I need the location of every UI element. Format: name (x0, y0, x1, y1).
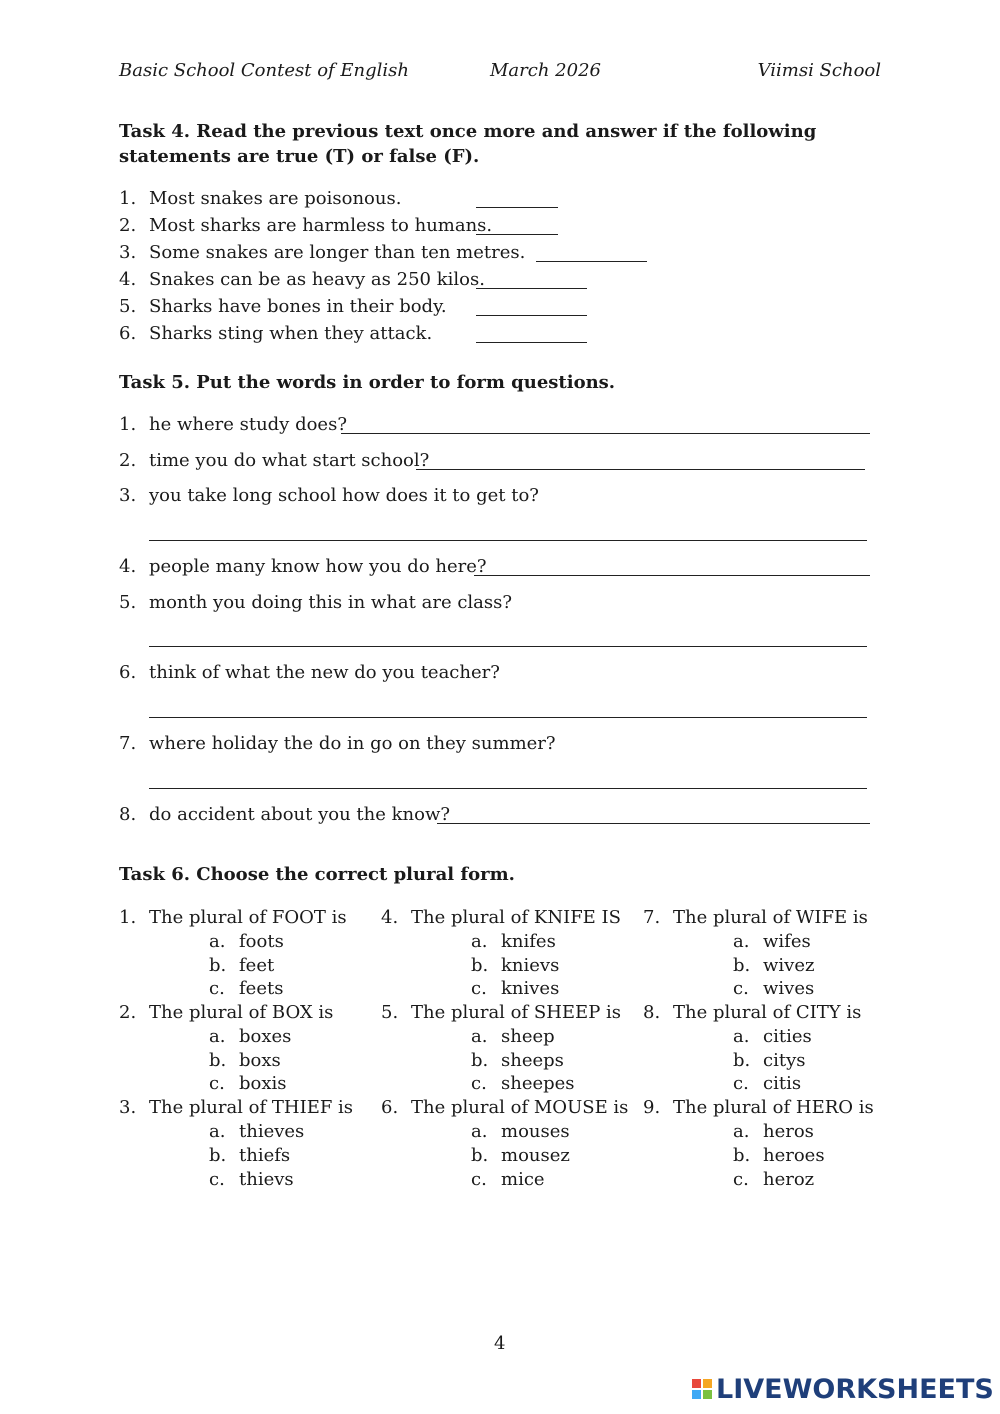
answer-blank[interactable] (476, 288, 587, 289)
liveworksheets-logo[interactable] (692, 1374, 994, 1404)
answer-option[interactable] (643, 1120, 874, 1144)
answer-option[interactable] (119, 1120, 353, 1144)
option-text: thievs (239, 1168, 294, 1190)
question-text: The plural of MOUSE is (411, 1097, 629, 1119)
option-letter: c. (733, 1073, 749, 1095)
answer-blank[interactable] (476, 315, 587, 316)
option-text: wifes (763, 931, 811, 952)
option-text: foots (239, 931, 284, 952)
item-text: people many know how you do here? (149, 556, 487, 577)
question-text: The plural of HERO is (673, 1097, 874, 1119)
item-text: he where study does? (149, 414, 347, 435)
question-text: The plural of BOX is (149, 1002, 334, 1024)
option-text: thiefs (239, 1144, 291, 1166)
answer-blank[interactable] (476, 207, 558, 208)
answer-line[interactable] (149, 788, 867, 789)
option-letter: a. (733, 1026, 750, 1048)
item-number: 7. (119, 733, 137, 754)
logo-blocks-icon (692, 1379, 712, 1399)
option-letter: a. (733, 1121, 750, 1143)
option-letter: a. (471, 1121, 488, 1143)
question (381, 1001, 628, 1025)
answer-option[interactable] (119, 1144, 353, 1168)
option-letter: b. (733, 1049, 751, 1071)
question-text: The plural of KNIFE IS (411, 907, 621, 928)
item-number: 1. (119, 188, 137, 209)
option-text: knifes (501, 931, 556, 952)
option-text: feet (239, 954, 275, 976)
task5-item (119, 450, 429, 471)
option-letter: b. (471, 1049, 489, 1071)
item-text: month you doing this in what are class? (149, 592, 513, 613)
task4-title: Task 4. Read the previous text once more and answer if the following statements are true (T) or false (F). (119, 121, 817, 167)
question-text: The plural of SHEEP is (411, 1002, 622, 1024)
logo-block (703, 1390, 712, 1399)
answer-option[interactable] (119, 954, 353, 978)
question (119, 1001, 353, 1025)
option-text: boxes (239, 1026, 292, 1048)
item-text: Snakes can be as heavy as 250 kilos. (149, 269, 485, 290)
question-number: 5. (381, 1002, 399, 1024)
answer-option[interactable] (381, 1025, 628, 1049)
question (643, 906, 874, 930)
option-letter: a. (209, 931, 226, 952)
item-number: 6. (119, 323, 137, 344)
option-text: knievs (501, 954, 560, 976)
option-letter: c. (209, 978, 225, 1000)
option-text: feets (239, 978, 284, 1000)
option-text: cities (763, 1026, 812, 1048)
option-letter: b. (471, 954, 489, 976)
question-number: 2. (119, 1002, 137, 1024)
answer-option[interactable] (643, 1072, 874, 1096)
logo-block (692, 1390, 701, 1399)
task5-item (119, 485, 539, 506)
task4-item (119, 242, 525, 263)
task4-item (119, 296, 447, 317)
option-text: citis (763, 1073, 802, 1095)
header-school: Viimsi School (757, 60, 881, 81)
option-text: heroz (763, 1168, 815, 1190)
question-number: 9. (643, 1097, 661, 1119)
answer-option[interactable] (381, 1072, 628, 1096)
answer-line[interactable] (149, 540, 867, 541)
item-number: 4. (119, 556, 137, 577)
option-letter: a. (471, 931, 488, 952)
question (643, 1001, 874, 1025)
answer-option[interactable] (643, 1025, 874, 1049)
task5-item (119, 556, 487, 577)
answer-blank[interactable] (536, 261, 647, 262)
logo-block (692, 1379, 701, 1388)
option-letter: b. (733, 1144, 751, 1166)
question (381, 1096, 628, 1120)
answer-option[interactable] (643, 954, 874, 978)
option-text: wivez (763, 954, 815, 976)
item-number: 5. (119, 296, 137, 317)
item-text: you take long school how does it to get to? (149, 485, 539, 506)
option-text: boxis (239, 1073, 287, 1095)
item-text: Sharks sting when they attack. (149, 323, 433, 344)
question-text: The plural of CITY is (673, 1002, 862, 1024)
question-text: The plural of FOOT is (149, 907, 347, 928)
option-letter: a. (209, 1121, 226, 1143)
answer-option[interactable] (381, 977, 628, 1001)
answer-option[interactable] (381, 1049, 628, 1073)
question-number: 4. (381, 907, 399, 928)
logo-block (703, 1379, 712, 1388)
question-text: The plural of THIEF is (149, 1097, 354, 1119)
question (381, 906, 628, 930)
page-number: 4 (494, 1333, 506, 1354)
task5-item (119, 414, 347, 435)
item-number: 5. (119, 592, 137, 613)
question-text: The plural of WIFE is (673, 907, 868, 928)
task4-item (119, 215, 492, 236)
item-number: 1. (119, 414, 137, 435)
answer-option[interactable] (643, 1144, 874, 1168)
item-text: think of what the new do you teacher? (149, 662, 500, 683)
answer-line[interactable] (341, 433, 870, 434)
option-letter: b. (471, 1144, 489, 1166)
option-letter: c. (209, 1168, 225, 1190)
answer-option[interactable] (643, 1049, 874, 1073)
task4-item (119, 269, 485, 290)
task5-title: Task 5. Put the words in order to form questions. (119, 372, 616, 393)
header-contest-name: Basic School Contest of English (119, 60, 410, 81)
option-letter: c. (733, 978, 749, 1000)
task4-item (119, 323, 432, 344)
option-text: mice (501, 1168, 545, 1190)
option-letter: b. (733, 954, 751, 976)
option-letter: c. (209, 1073, 225, 1095)
plural-column-2 (381, 906, 628, 1191)
item-text: time you do what start school? (149, 450, 430, 471)
plural-column-3 (643, 906, 874, 1191)
question-number: 6. (381, 1097, 399, 1119)
task4-item (119, 188, 401, 209)
item-number: 4. (119, 269, 137, 290)
option-letter: c. (471, 1168, 487, 1190)
option-text: knives (501, 978, 560, 1000)
option-text: sheepes (501, 1073, 575, 1095)
option-text: heroes (763, 1144, 825, 1166)
item-number: 6. (119, 662, 137, 683)
item-number: 3. (119, 242, 137, 263)
option-letter: a. (209, 1026, 226, 1048)
item-number: 3. (119, 485, 137, 506)
question-number: 7. (643, 907, 661, 928)
answer-option[interactable] (119, 1049, 353, 1073)
logo-text: LIVEWORKSHEETS (716, 1373, 994, 1405)
item-number: 8. (119, 804, 137, 825)
item-text: do accident about you the know? (149, 804, 451, 825)
task5-item (119, 662, 500, 683)
answer-option[interactable] (643, 1168, 874, 1192)
option-text: wives (763, 978, 815, 1000)
answer-line[interactable] (474, 575, 870, 576)
option-text: sheeps (501, 1049, 564, 1071)
option-text: thieves (239, 1121, 305, 1143)
answer-option[interactable] (381, 1120, 628, 1144)
item-text: Sharks have bones in their body. (149, 296, 447, 317)
option-text: sheep (501, 1026, 555, 1048)
option-letter: c. (471, 978, 487, 1000)
question (119, 1096, 353, 1120)
item-text: Most sharks are harmless to humans. (149, 215, 493, 236)
header-date: March 2026 (490, 60, 601, 81)
answer-line[interactable] (416, 469, 865, 470)
answer-option[interactable] (119, 1072, 353, 1096)
answer-option[interactable] (119, 1025, 353, 1049)
task5-item (119, 733, 556, 754)
plural-column-1 (119, 906, 353, 1191)
answer-option[interactable] (119, 930, 353, 954)
answer-option[interactable] (119, 977, 353, 1001)
answer-option[interactable] (381, 930, 628, 954)
option-text: boxs (239, 1049, 281, 1071)
option-letter: b. (209, 1049, 227, 1071)
question (643, 1096, 874, 1120)
option-letter: c. (733, 1168, 749, 1190)
answer-blank[interactable] (476, 234, 558, 235)
answer-option[interactable] (643, 930, 874, 954)
option-letter: b. (209, 954, 227, 976)
answer-option[interactable] (643, 977, 874, 1001)
option-text: citys (763, 1049, 806, 1071)
option-letter: a. (733, 931, 750, 952)
item-text: Most snakes are poisonous. (149, 188, 402, 209)
answer-line[interactable] (149, 717, 867, 718)
item-number: 2. (119, 215, 137, 236)
question-number: 3. (119, 1097, 137, 1119)
question (119, 906, 353, 930)
task6-title: Task 6. Choose the correct plural form. (119, 864, 515, 885)
option-text: mouses (501, 1121, 570, 1143)
item-text: where holiday the do in go on they summer? (149, 733, 556, 754)
answer-option[interactable] (381, 1144, 628, 1168)
item-number: 2. (119, 450, 137, 471)
task5-item (119, 804, 450, 825)
answer-line[interactable] (149, 646, 867, 647)
option-letter: b. (209, 1144, 227, 1166)
item-text: Some snakes are longer than ten metres. (149, 242, 526, 263)
answer-option[interactable] (119, 1168, 353, 1192)
answer-line[interactable] (437, 823, 870, 824)
task5-item (119, 592, 512, 613)
option-letter: a. (471, 1026, 488, 1048)
answer-blank[interactable] (476, 342, 587, 343)
question-number: 1. (119, 907, 137, 928)
option-letter: c. (471, 1073, 487, 1095)
answer-option[interactable] (381, 954, 628, 978)
answer-option[interactable] (381, 1168, 628, 1192)
option-text: mousez (501, 1144, 570, 1166)
option-text: heros (763, 1121, 814, 1143)
question-number: 8. (643, 1002, 661, 1024)
